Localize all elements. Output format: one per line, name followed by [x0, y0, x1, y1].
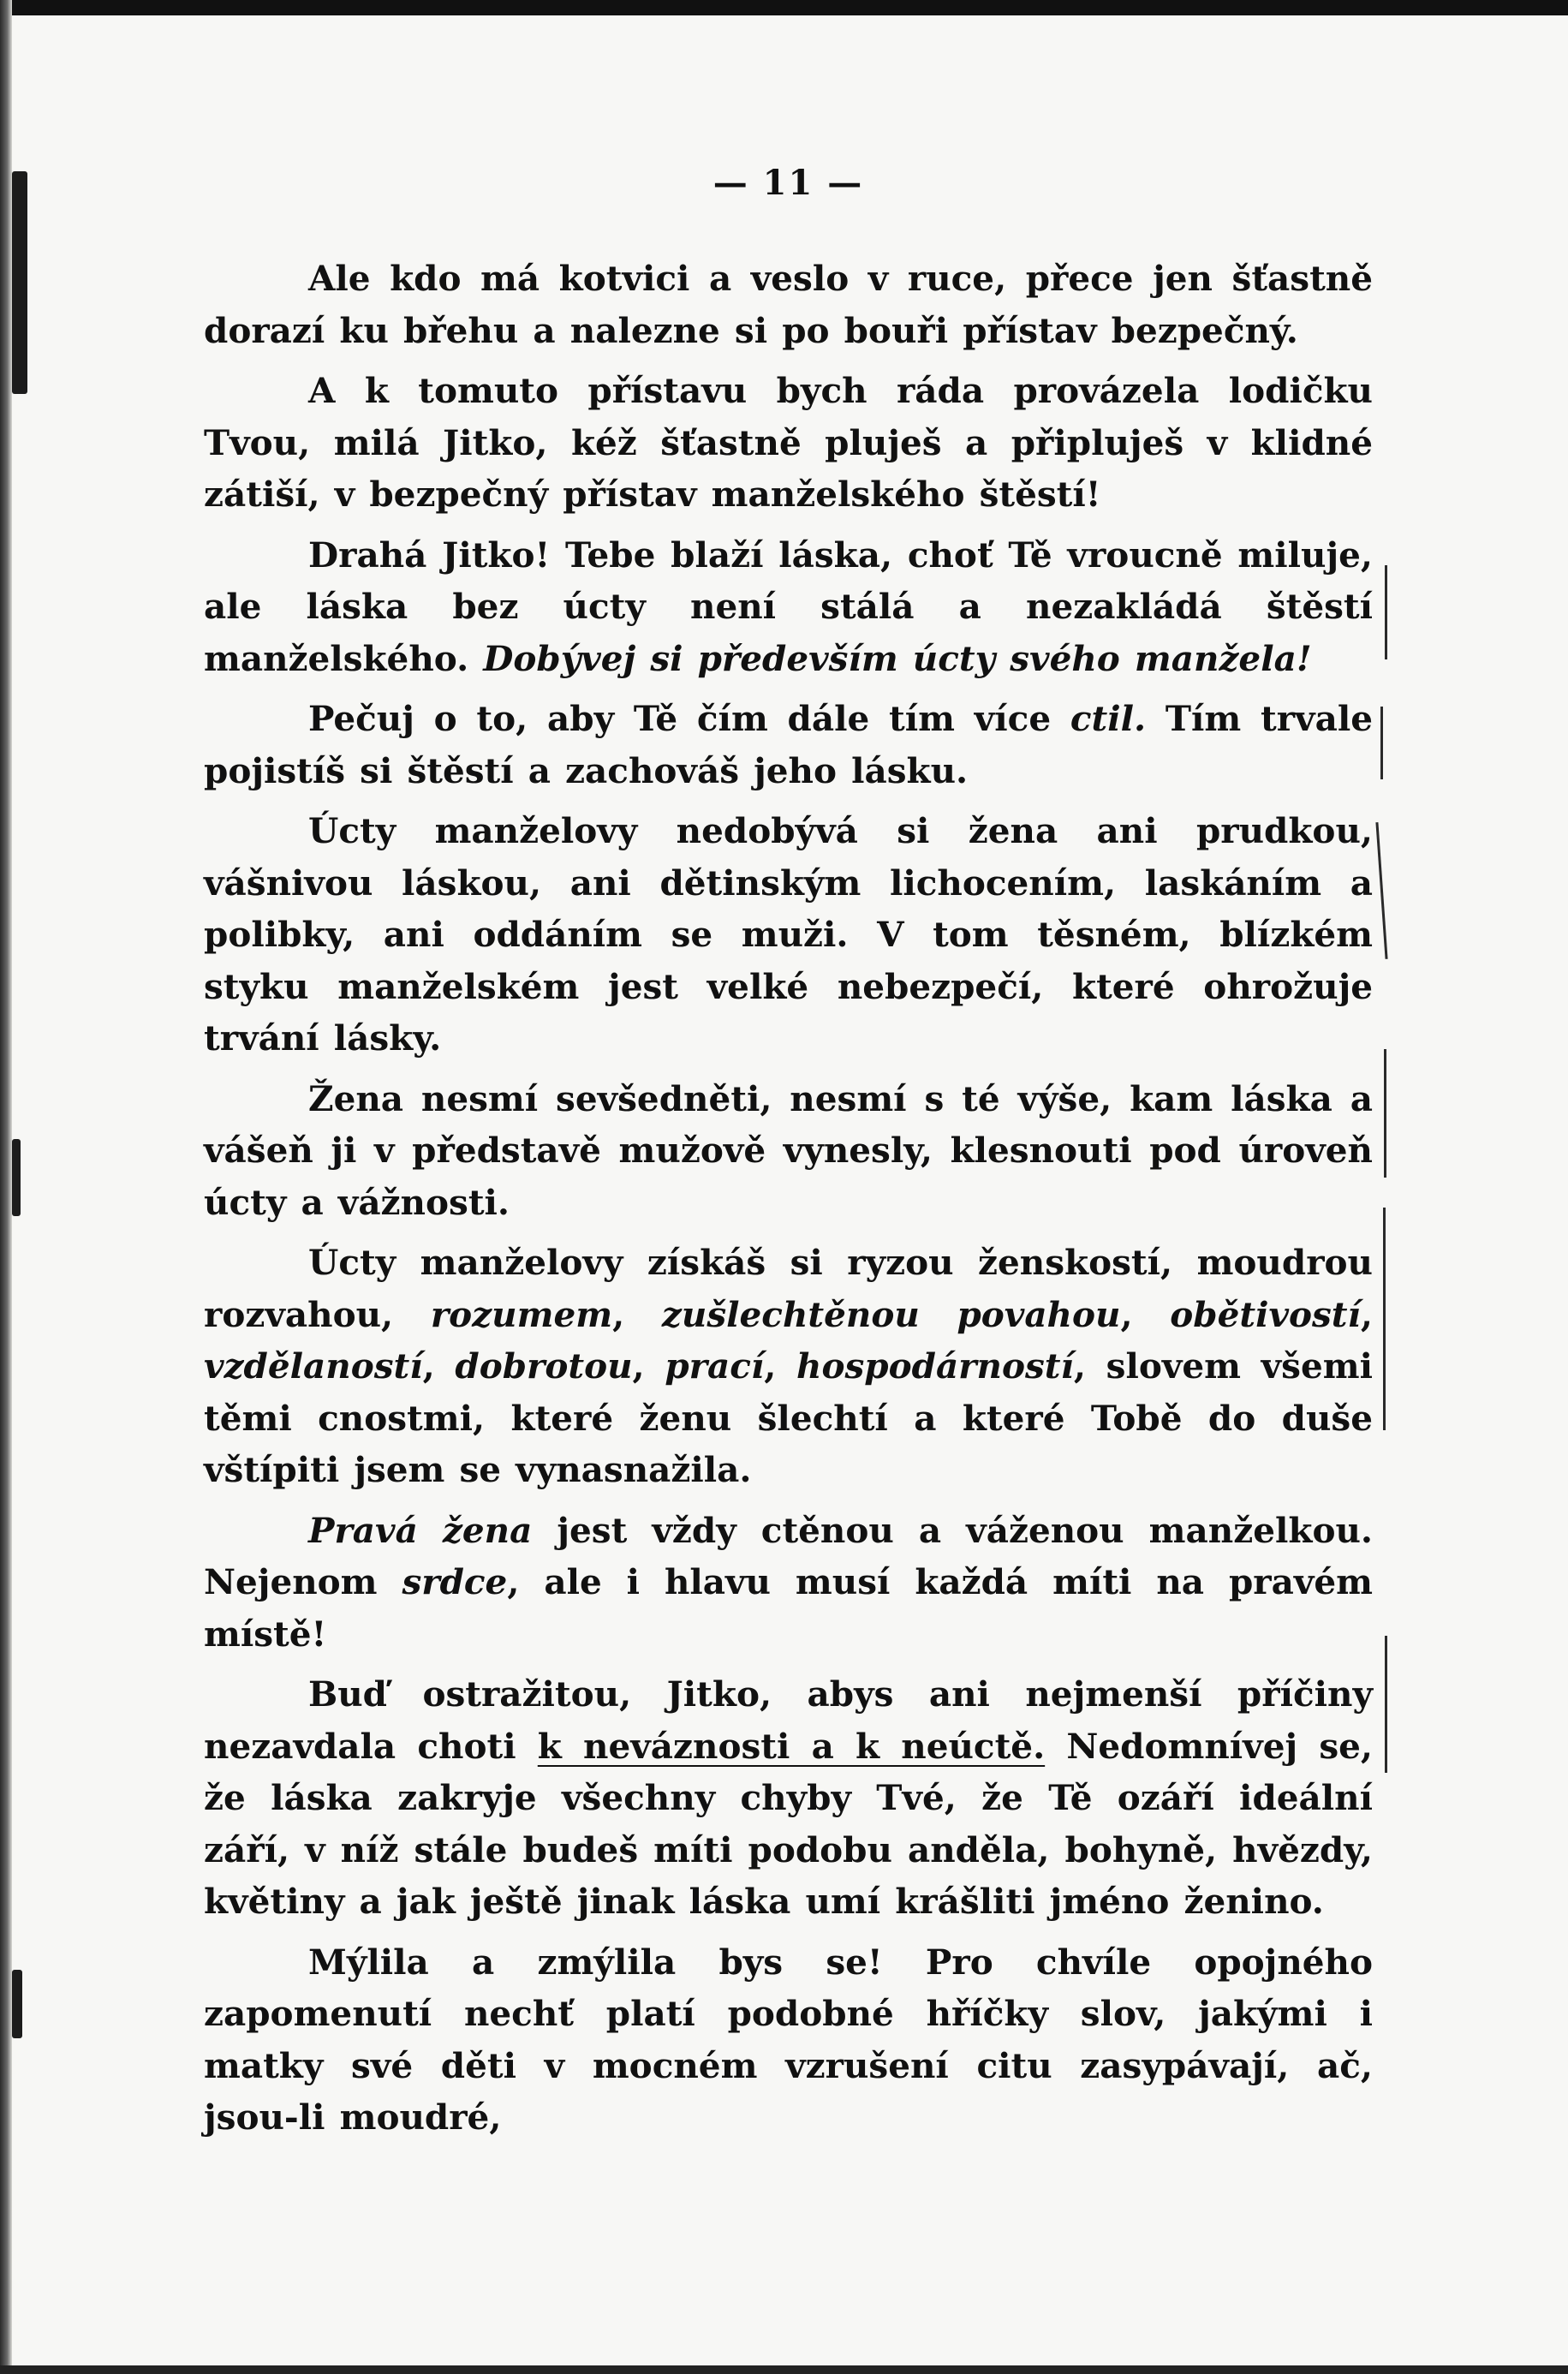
paragraph-text: Nedomnívej se, že láska zakryje všechny chyby Tvé, že Tě ozáří ideální září, v níž stále budeš míti podobu anděla, bohyně, hvězdy, květiny a jak ještě jinak láska umí krášliti jméno ženino. [204, 1725, 1373, 1922]
paragraph-text: , slovem všemi těmi cnostmi, které ženu šlechtí a které Tobě do duše vštípiti jsem se vynasnažila. [204, 1345, 1373, 1490]
binding-mark [12, 1139, 21, 1216]
underlined-phrase: k neváznosti a k neúctě. [537, 1725, 1046, 1767]
margin-pencil-mark [1383, 1208, 1386, 1430]
paragraph-text: Pečuj o to, aby Tě čím dále tím více [308, 698, 1070, 739]
paragraph-text: Buď ostražitou, Jitko, abys ani nejmenší příčiny nezavdala choti [204, 1673, 1373, 1767]
binding-mark [12, 1970, 22, 2038]
italic-emphasis: obětivostí [1170, 1293, 1361, 1335]
paragraph: Ale kdo má kotvici a veslo v ruce, přece jen šťastně dorazí ku břehu a nalezne si po bouři přístav bezpečný. [204, 258, 1373, 351]
paragraph: Žena nesmí sevšedněti, nesmí s té výše, kam láska a vášeň ji v představě mužově vynesly, klesnouti pod úroveň úcty a vážnosti. [204, 1077, 1373, 1223]
separator: , [764, 1345, 797, 1387]
italic-emphasis: Pravá žena [308, 1509, 533, 1551]
separator: , [632, 1345, 665, 1387]
italic-emphasis: hospodárností [796, 1345, 1074, 1387]
paragraph-text: Drahá Jitko! Tebe blaží láska, choť Tě vroucně miluje, ale láska bez úcty není stálá a nezakládá štěstí manželského. [204, 534, 1373, 679]
italic-emphasis: vzdělaností [204, 1345, 423, 1387]
scan-bottom-edge [0, 2365, 1568, 2374]
italic-emphasis: prací [665, 1345, 765, 1387]
paragraph [204, 1237, 1373, 1496]
paragraph: A k tomuto přístavu bych ráda provázela lodičku Tvou, milá Jitko, kéž šťastně pluješ a připluješ v klidné zátiší, v bezpečný přístav manželského štěstí! [204, 370, 1373, 515]
scan-top-edge [0, 0, 1568, 15]
margin-pencil-mark [1380, 707, 1383, 779]
margin-pencil-mark [1385, 565, 1387, 659]
separator: , [422, 1345, 456, 1387]
paragraph-text: , ale i hlavu musí každá míti na pravém místě! [204, 1561, 1373, 1655]
paragraph [204, 529, 1373, 685]
scan-binding-edge [0, 0, 12, 2374]
paragraph [204, 1668, 1373, 1928]
paragraph [204, 1505, 1373, 1661]
paragraph-text: Úcty manželovy získáš si ryzou ženskostí, moudrou rozvahou, [204, 1242, 1373, 1335]
paragraph: Úcty manželovy nedobývá si žena ani prudkou, vášnivou láskou, ani dětinským lichocením, laskáním a polibky, ani oddáním se muži. V tom těsném, blízkém styku manželském jest velké nebezpečí, které ohrožuje trvání lásky. [204, 810, 1373, 1059]
separator: , [612, 1293, 662, 1335]
italic-emphasis: ctil. [1070, 698, 1147, 739]
italic-emphasis: rozumem [430, 1293, 613, 1335]
binding-mark [12, 171, 27, 394]
italic-emphasis: srdce [402, 1561, 508, 1602]
italic-emphasis: Dobývej si především úcty svého manžela! [483, 637, 1312, 679]
paragraph-text: jest vždy ctěnou a váženou manželkou. Nejenom [204, 1509, 1373, 1602]
separator: , [1360, 1293, 1374, 1335]
margin-pencil-mark [1385, 1636, 1387, 1773]
margin-pencil-mark [1375, 822, 1387, 959]
page-body [204, 163, 1373, 2152]
page-number: — 11 — [712, 163, 864, 203]
margin-pencil-mark [1384, 1049, 1386, 1178]
paragraph [204, 693, 1373, 796]
separator: , [1120, 1293, 1171, 1335]
paragraph-text: Tím trvale pojistíš si štěstí a zachováš jeho lásku. [204, 698, 1373, 791]
italic-emphasis: zušlechtěnou povahou [661, 1293, 1121, 1335]
italic-emphasis: dobrotou [455, 1345, 633, 1387]
paragraph: Mýlila a zmýlila bys se! Pro chvíle opojného zapomenutí nechť platí podobné hříčky slov, jakými i matky své děti v mocném vzrušení citu zasypávají, ač, jsou-li moudré, [204, 1941, 1373, 2138]
